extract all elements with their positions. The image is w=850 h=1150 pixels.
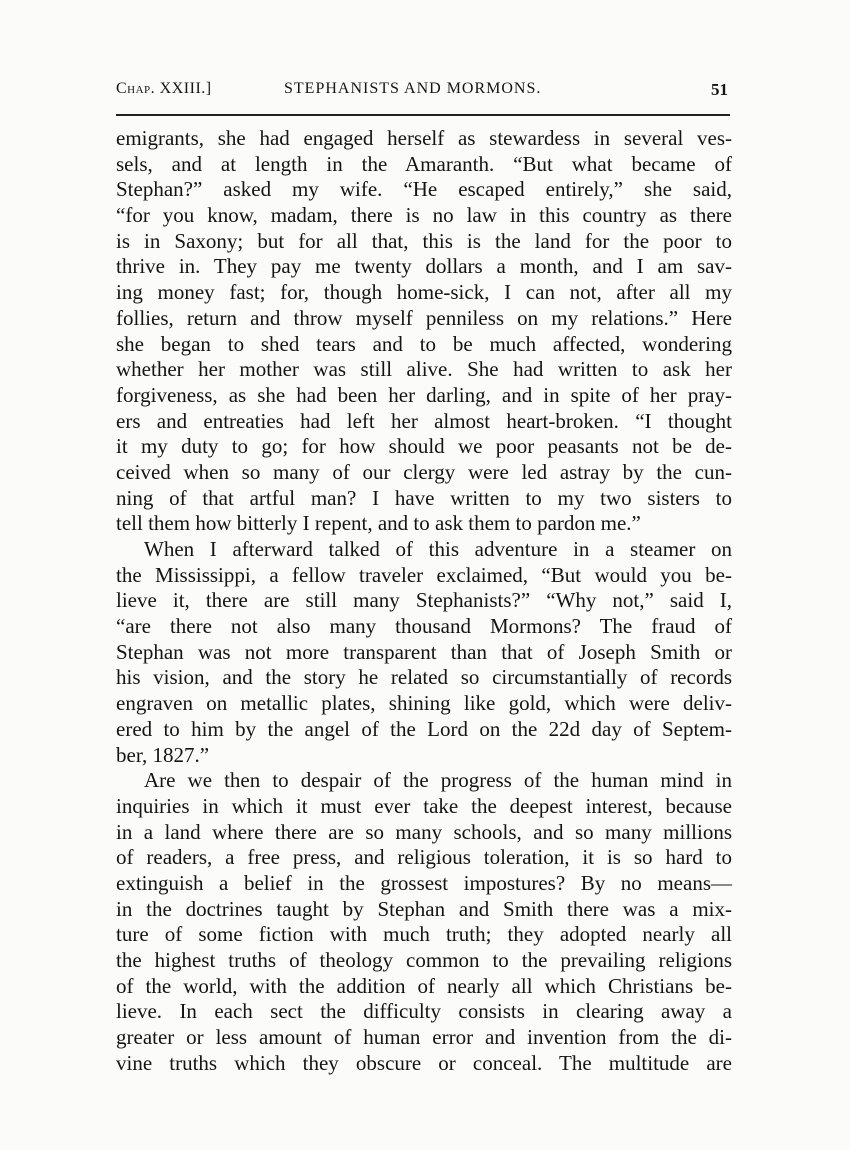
text-line: emigrants, she had engaged herself as stewardess in several ves- <box>116 126 732 150</box>
text-line: Stephan was not more transparent than that of Joseph Smith or <box>116 639 732 664</box>
page-number: 51 <box>711 80 728 99</box>
text-line: Are we then to despair of the progress of the human mind in <box>144 768 732 793</box>
header-rule <box>116 114 730 116</box>
text-line: ber, 1827.” <box>116 742 210 767</box>
text-line: tell them how bitterly I repent, and to ask them to pardon me.” <box>116 511 641 536</box>
text-line: it my duty to go; for how should we poor peasants not be de- <box>116 434 732 459</box>
text-line: in a land where there are so many schools, and so many millions <box>116 819 732 844</box>
chapter-label: Chap. XXIII.] <box>116 80 212 97</box>
paragraph <box>116 768 732 1076</box>
text-line: thrive in. They pay me twenty dollars a month, and I am sav- <box>116 254 732 279</box>
text-line: in the doctrines taught by Stephan and Smith there was a mix- <box>116 896 732 921</box>
text-line: ture of some fiction with much truth; they adopted nearly all <box>116 922 732 947</box>
text-line: ning of that artful man? I have written to my two sisters to <box>116 485 732 510</box>
text-line: lieve it, there are still many Stephanists?” “Why not,” said I, <box>116 588 732 613</box>
body-text <box>116 126 732 1076</box>
text-line: follies, return and throw myself penniless on my relations.” Here <box>116 305 732 330</box>
text-line: vine truths which they obscure or conceal. The multitude are <box>116 1050 732 1075</box>
text-line: is in Saxony; but for all that, this is the land for the poor to <box>116 228 732 253</box>
text-line: “for you know, madam, there is no law in this country as there <box>116 203 732 228</box>
text-line: When I afterward talked of this adventure in a steamer on <box>144 537 732 561</box>
text-line: ceived when so many of our clergy were led astray by the cun- <box>116 459 732 484</box>
text-line: the Mississippi, a fellow traveler exclaimed, “But would you be- <box>116 562 732 587</box>
text-line: ered to him by the angel of the Lord on the 22d day of Septem- <box>116 716 732 741</box>
text-line: forgiveness, as she had been her darling, and in spite of her pray- <box>116 382 732 407</box>
text-line: engraven on metallic plates, shining like gold, which were deliv- <box>116 691 732 716</box>
running-head <box>116 80 734 102</box>
text-line: greater or less amount of human error and invention from the di- <box>116 1025 732 1050</box>
text-line: the highest truths of theology common to the prevailing religions <box>116 948 732 972</box>
text-line: Stephan?” asked my wife. “He escaped entirely,” she said, <box>116 177 732 202</box>
text-line: she began to shed tears and to be much affected, wondering <box>116 331 732 356</box>
text-line: sels, and at length in the Amaranth. “But what became of <box>116 151 732 176</box>
paragraph <box>116 537 732 768</box>
text-line: his vision, and the story he related so circumstantially of records <box>116 665 732 690</box>
text-line: lieve. In each sect the difficulty consists in clearing away a <box>116 999 732 1024</box>
text-line: inquiries in which it must ever take the deepest interest, because <box>116 793 732 818</box>
text-line: of the world, with the addition of nearly all which Christians be- <box>116 973 732 998</box>
text-line: ing money fast; for, though home-sick, I can not, after all my <box>116 280 732 305</box>
text-line: “are there not also many thousand Mormons? The fraud of <box>116 614 732 639</box>
text-line: whether her mother was still alive. She had written to ask her <box>116 357 732 382</box>
text-line: extinguish a belief in the grossest impostures? By no means— <box>116 870 732 895</box>
paragraph <box>116 126 732 537</box>
running-title: STEPHANISTS AND MORMONS. <box>284 80 542 97</box>
text-line: of readers, a free press, and religious toleration, it is so hard to <box>116 845 732 870</box>
text-line: ers and entreaties had left her almost heart-broken. “I thought <box>116 408 732 433</box>
